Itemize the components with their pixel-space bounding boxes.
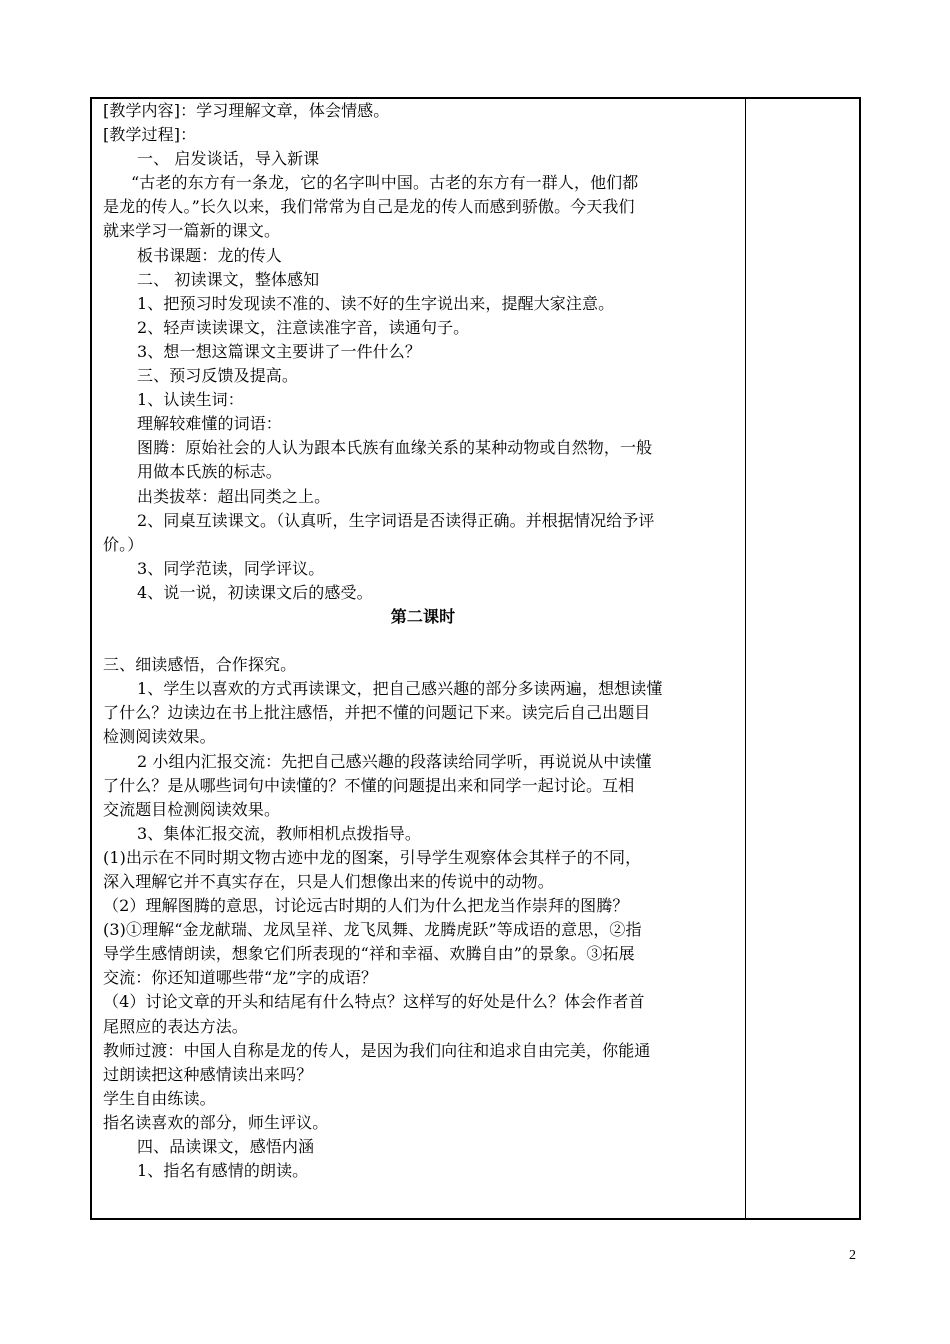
text-line: 就来学习一篇新的课文。 bbox=[103, 221, 281, 241]
text-line: 教师过渡：中国人自称是龙的传人，是因为我们向往和追求自由完美，你能通 bbox=[103, 1040, 651, 1060]
text-line: （2）理解图腾的意思，讨论远古时期的人们为什么把龙当作崇拜的图腾？ bbox=[103, 896, 629, 916]
text-line: 指名读喜欢的部分，师生评议。 bbox=[103, 1112, 329, 1132]
text-line: 导学生感情朗读，想象它们所表现的“祥和幸福、欢腾自由”的景象。③拓展 bbox=[103, 944, 635, 964]
text-line: 四、品读课文，感悟内涵 bbox=[137, 1137, 315, 1157]
text-line: 2、同桌互读课文。（认真听，生字词语是否读得正确。并根据情况给予评 bbox=[137, 510, 655, 530]
text-line: [教学内容]：学习理解文章，体会情感。 bbox=[103, 101, 390, 120]
text-line: 三、细读感悟，合作探究。 bbox=[103, 655, 297, 675]
text-line: 2、轻声读读课文，注意读准字音，读通句子。 bbox=[137, 317, 470, 337]
text-line: [教学过程]： bbox=[103, 125, 197, 145]
text-line: (3)①理解“金龙献瑞、龙凤呈祥、龙飞凤舞、龙腾虎跃”等成语的意思，②指 bbox=[103, 920, 642, 940]
text-line: （4）讨论文章的开头和结尾有什么特点？这样写的好处是什么？体会作者首 bbox=[103, 992, 645, 1012]
text-line: 图腾：原始社会的人认为跟本氏族有血缘关系的某种动物或自然物，一般 bbox=[137, 438, 653, 458]
text-line: 学生自由练读。 bbox=[103, 1088, 216, 1108]
section-heading: 第二课时 bbox=[390, 606, 456, 626]
text-line: 二、 初读课文，整体感知 bbox=[137, 269, 320, 289]
text-line: 价。） bbox=[103, 534, 144, 554]
text-line: 板书课题：龙的传人 bbox=[137, 245, 282, 265]
text-line: 出类拔萃：超出同类之上。 bbox=[137, 486, 331, 506]
text-line: 1、指名有感情的朗读。 bbox=[137, 1161, 309, 1181]
page-number: 2 bbox=[849, 1248, 856, 1263]
text-line: 3、同学范读，同学评议。 bbox=[137, 558, 325, 578]
text-line: 1、把预习时发现读不准的、读不好的生字说出来，提醒大家注意。 bbox=[137, 293, 615, 313]
text-line: (1)出示在不同时期文物古迹中龙的图案，引导学生观察体会其样子的不同， bbox=[103, 847, 642, 867]
text-line: 交流：你还知道哪些带“龙”字的成语？ bbox=[103, 968, 378, 988]
text-line: 1、认读生词： bbox=[137, 390, 244, 410]
text-line: 了什么？边读边在书上批注感悟，并把不懂的问题记下来。读完后自己出题目 bbox=[103, 703, 651, 723]
text-line: 2 小组内汇报交流：先把自己感兴趣的段落读给同学听，再说说从中读懂 bbox=[137, 751, 652, 771]
text-line: 过朗读把这种感情读出来吗？ bbox=[103, 1064, 313, 1084]
text-line: 一、 启发谈话，导入新课 bbox=[137, 149, 320, 169]
text-line: 3、集体汇报交流，教师相机点拨指导。 bbox=[137, 823, 421, 843]
lesson-content bbox=[103, 99, 743, 1183]
text-line: 4、说一说，初读课文后的感受。 bbox=[137, 582, 373, 602]
text-line: 3、想一想这篇课文主要讲了一件什么？ bbox=[137, 341, 421, 361]
text-line: 是龙的传人。”长久以来，我们常常为自己是龙的传人而感到骄傲。今天我们 bbox=[103, 197, 635, 217]
table-column-divider bbox=[745, 97, 746, 1220]
blank-line bbox=[103, 629, 743, 653]
text-line: 尾照应的表达方法。 bbox=[103, 1016, 248, 1036]
text-line: “古老的东方有一条龙，它的名字叫中国。古老的东方有一群人，他们都 bbox=[131, 173, 639, 193]
text-line: 深入理解它并不真实存在，只是人们想像出来的传说中的动物。 bbox=[103, 872, 554, 891]
text-line: 了什么？是从哪些词句中读懂的？不懂的问题提出来和同学一起讨论。互相 bbox=[103, 775, 635, 795]
text-line: 理解较难懂的词语： bbox=[137, 414, 282, 434]
text-line: 交流题目检测阅读效果。 bbox=[103, 799, 281, 819]
text-line: 1、学生以喜欢的方式再读课文，把自己感兴趣的部分多读两遍，想想读懂 bbox=[137, 679, 663, 699]
text-line: 三、预习反馈及提高。 bbox=[137, 366, 299, 386]
text-line: 用做本氏族的标志。 bbox=[137, 462, 282, 482]
text-line: 检测阅读效果。 bbox=[103, 727, 216, 747]
